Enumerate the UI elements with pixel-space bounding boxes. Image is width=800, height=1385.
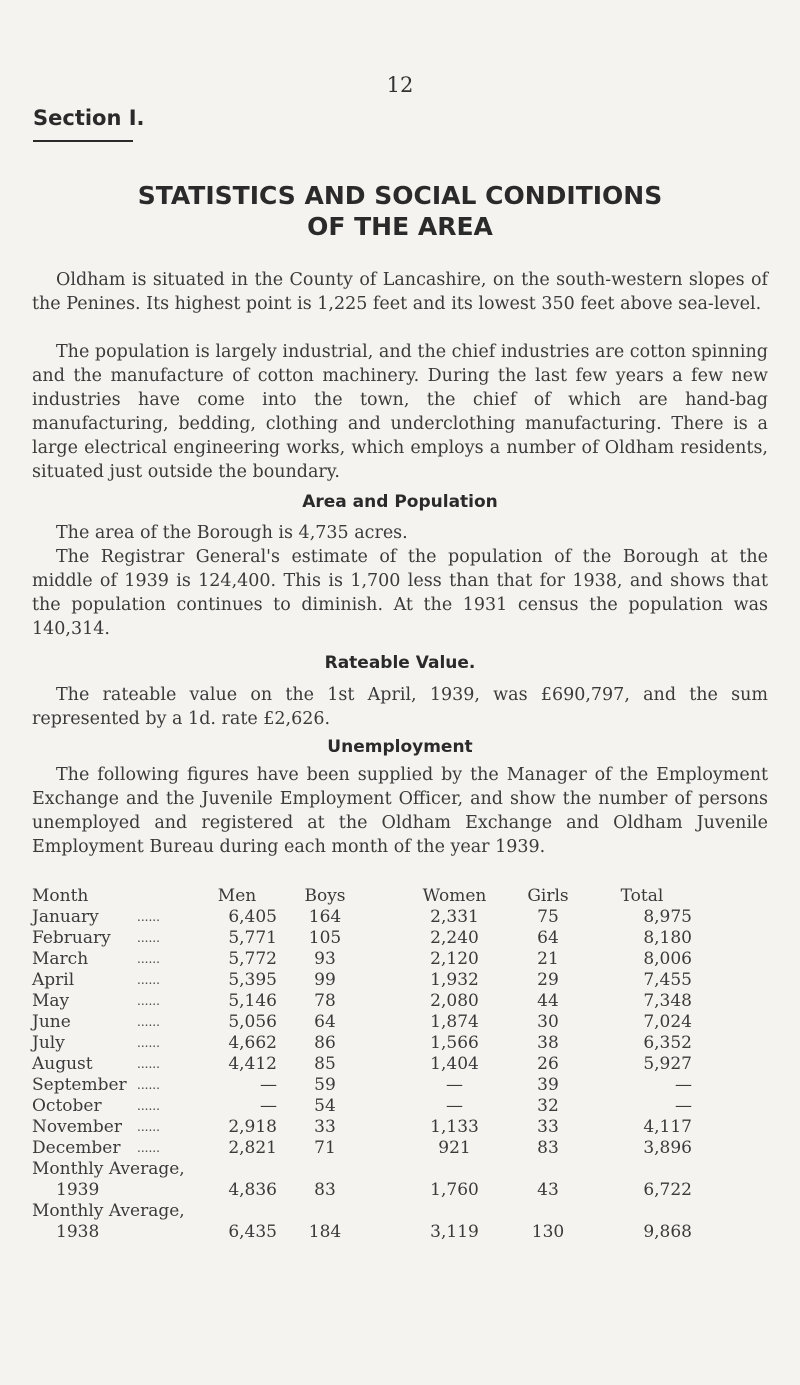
total-cell: 4,117: [643, 1117, 692, 1137]
table-row: [32, 1054, 768, 1075]
header-boys: Boys: [304, 886, 346, 906]
average-label: Monthly Average,: [32, 1201, 185, 1221]
page-number: 12: [386, 73, 414, 97]
total-cell: 8,180: [643, 928, 692, 948]
table-row: [32, 1096, 768, 1117]
girls-cell: 21: [537, 949, 559, 969]
girls-cell: 32: [537, 1096, 559, 1116]
area-paragraph: The area of the Borough is 4,735 acres.: [56, 523, 408, 543]
month-cell: April: [32, 970, 75, 990]
women-cell: 2,240: [430, 928, 479, 948]
section-label: Section I.: [33, 106, 145, 130]
boys-cell: 93: [314, 949, 336, 969]
girls-cell: 39: [537, 1075, 559, 1095]
total-cell: 5,927: [643, 1054, 692, 1074]
men-cell: 4,412: [228, 1054, 277, 1074]
men-cell: 4,836: [228, 1180, 277, 1200]
header-month: Month: [32, 886, 89, 906]
table-row: [32, 1012, 768, 1033]
intro-paragraph-2: The population is largely industrial, and the chief industries are cotton spinning and the manufacture of cotton machinery. During the last few years a few new industries have come into the town, the chief of which are hand-bag manufacturing, bedding, clothing and underclothing manufacturing. There is a large electrical engineering works, which employs a number of Oldham residents, situated just outside the boundary.: [32, 342, 768, 482]
leader-dots: ......: [137, 952, 160, 966]
men-cell: —: [260, 1075, 277, 1095]
month-cell: November: [32, 1117, 122, 1137]
girls-cell: 75: [537, 907, 559, 927]
men-cell: 6,435: [228, 1222, 277, 1242]
total-cell: 7,024: [643, 1012, 692, 1032]
leader-dots: ......: [137, 1015, 160, 1029]
leader-dots: ......: [137, 1120, 160, 1134]
total-cell: 7,348: [643, 991, 692, 1011]
table-row: [32, 1117, 768, 1138]
total-cell: 8,975: [643, 907, 692, 927]
area-population-heading: Area and Population: [302, 492, 498, 512]
boys-cell: 184: [308, 1222, 342, 1242]
table-header-row: [32, 886, 768, 907]
population-paragraph: The Registrar General's estimate of the population of the Borough at the middle of 1939 is 124,400. This is 1,700 less than that for 1938, and shows that the population continues to diminish. At the 1931 census the population was 140,314.: [32, 547, 768, 639]
table-row: [32, 970, 768, 991]
leader-dots: ......: [137, 1141, 160, 1155]
section-underline: [33, 140, 133, 142]
girls-cell: 43: [537, 1180, 559, 1200]
men-cell: 5,771: [228, 928, 277, 948]
men-cell: 5,146: [228, 991, 277, 1011]
leader-dots: ......: [137, 1036, 160, 1050]
girls-cell: 130: [531, 1222, 565, 1242]
men-cell: 5,772: [228, 949, 277, 969]
table-row: [32, 928, 768, 949]
month-cell: June: [32, 1012, 71, 1032]
rateable-value-heading: Rateable Value.: [324, 653, 476, 673]
page-title: [0, 180, 800, 242]
month-cell: August: [32, 1054, 93, 1074]
table-row: [32, 949, 768, 970]
leader-dots: ......: [137, 994, 160, 1008]
boys-cell: 99: [314, 970, 336, 990]
girls-cell: 26: [537, 1054, 559, 1074]
men-cell: 5,056: [228, 1012, 277, 1032]
table-row: [32, 1075, 768, 1096]
month-cell: January: [32, 907, 99, 927]
girls-cell: 64: [537, 928, 559, 948]
boys-cell: 33: [314, 1117, 336, 1137]
total-cell: 9,868: [643, 1222, 692, 1242]
table-row: [32, 1033, 768, 1054]
boys-cell: 78: [314, 991, 336, 1011]
table-row: [32, 991, 768, 1012]
total-cell: 6,352: [643, 1033, 692, 1053]
table-row: [32, 1138, 768, 1159]
boys-cell: 86: [314, 1033, 336, 1053]
women-cell: —: [446, 1096, 463, 1116]
average-row: [32, 1159, 768, 1201]
women-cell: 1,760: [430, 1180, 479, 1200]
men-cell: 2,821: [228, 1138, 277, 1158]
women-cell: 2,080: [430, 991, 479, 1011]
boys-cell: 83: [314, 1180, 336, 1200]
women-cell: 1,566: [430, 1033, 479, 1053]
rateable-value-paragraph: The rateable value on the 1st April, 1939, was £690,797, and the sum represented by a 1d. rate £2,626.: [32, 685, 768, 729]
men-cell: 4,662: [228, 1033, 277, 1053]
boys-cell: 164: [308, 907, 342, 927]
intro-paragraph-1: Oldham is situated in the County of Lancashire, on the south-western slopes of the Penines. Its highest point is 1,225 feet and its lowest 350 feet above sea-level.: [32, 270, 768, 314]
boys-cell: 64: [314, 1012, 336, 1032]
month-cell: March: [32, 949, 89, 969]
total-cell: 3,896: [643, 1138, 692, 1158]
average-year: 1939: [56, 1180, 100, 1200]
month-cell: May: [32, 991, 70, 1011]
girls-cell: 30: [537, 1012, 559, 1032]
total-cell: 8,006: [643, 949, 692, 969]
girls-cell: 33: [537, 1117, 559, 1137]
total-cell: —: [675, 1096, 692, 1116]
leader-dots: ......: [137, 1099, 160, 1113]
header-women: Women: [422, 886, 487, 906]
unemployment-table: [32, 886, 768, 1243]
average-row: [32, 1201, 768, 1243]
month-cell: September: [32, 1075, 127, 1095]
boys-cell: 85: [314, 1054, 336, 1074]
men-cell: 6,405: [228, 907, 277, 927]
leader-dots: ......: [137, 910, 160, 924]
women-cell: 921: [438, 1138, 471, 1158]
table-body: [32, 907, 768, 1243]
total-cell: 6,722: [643, 1180, 692, 1200]
average-year: 1938: [56, 1222, 100, 1242]
unemployment-paragraph: The following figures have been supplied by the Manager of the Employment Exchange and the Juvenile Employment Officer, and show the number of persons unemployed and registered at the Oldham Exchange and Oldham Juvenile Employment Bureau during each month of the year 1939.: [32, 765, 768, 857]
girls-cell: 83: [537, 1138, 559, 1158]
women-cell: 1,404: [430, 1054, 479, 1074]
month-cell: July: [32, 1033, 65, 1053]
month-cell: December: [32, 1138, 121, 1158]
men-cell: 2,918: [228, 1117, 277, 1137]
boys-cell: 71: [314, 1138, 336, 1158]
average-label: Monthly Average,: [32, 1159, 185, 1179]
boys-cell: 54: [314, 1096, 336, 1116]
leader-dots: ......: [137, 931, 160, 945]
month-cell: October: [32, 1096, 102, 1116]
women-cell: —: [446, 1075, 463, 1095]
women-cell: 1,133: [430, 1117, 479, 1137]
boys-cell: 59: [314, 1075, 336, 1095]
unemployment-heading: Unemployment: [327, 737, 473, 757]
total-cell: —: [675, 1075, 692, 1095]
boys-cell: 105: [308, 928, 342, 948]
women-cell: 2,331: [430, 907, 479, 927]
header-men: Men: [217, 886, 257, 906]
month-cell: February: [32, 928, 111, 948]
girls-cell: 38: [537, 1033, 559, 1053]
title-line-2: OF THE AREA: [307, 212, 493, 241]
total-cell: 7,455: [643, 970, 692, 990]
title-line-1: STATISTICS AND SOCIAL CONDITIONS: [137, 181, 663, 210]
girls-cell: 29: [537, 970, 559, 990]
table-row: [32, 907, 768, 928]
women-cell: 2,120: [430, 949, 479, 969]
women-cell: 1,874: [430, 1012, 479, 1032]
women-cell: 1,932: [430, 970, 479, 990]
men-cell: 5,395: [228, 970, 277, 990]
men-cell: —: [260, 1096, 277, 1116]
leader-dots: ......: [137, 1057, 160, 1071]
leader-dots: ......: [137, 1078, 160, 1092]
women-cell: 3,119: [430, 1222, 479, 1242]
leader-dots: ......: [137, 973, 160, 987]
header-girls: Girls: [527, 886, 569, 906]
header-total: Total: [620, 886, 664, 906]
girls-cell: 44: [537, 991, 559, 1011]
